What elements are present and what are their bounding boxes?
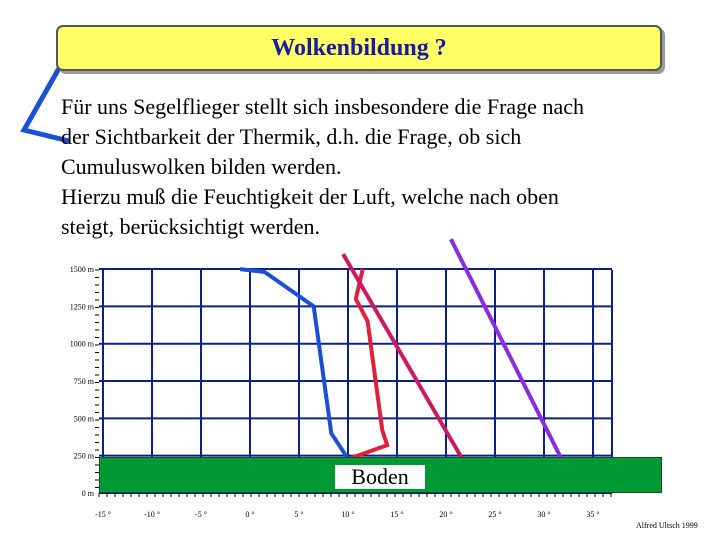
intro-line: Hierzu muß die Feuchtigkeit der Luft, welche nach oben (61, 184, 559, 209)
intro-line: steigt, berücksichtigt werden. (61, 214, 321, 239)
x-tick-label: 35 ° (586, 510, 600, 519)
y-tick-label: 250 m (73, 451, 94, 461)
x-tick-label: 5 ° (294, 510, 304, 519)
x-tick-label: 15 ° (390, 510, 404, 519)
series-line (451, 239, 564, 463)
series-line (343, 254, 466, 465)
x-tick-label: -10 ° (144, 510, 160, 519)
y-tick-label: 500 m (73, 414, 94, 424)
chart-series (240, 239, 563, 467)
y-tick-label: 1250 m (69, 302, 94, 312)
x-axis-labels (95, 510, 600, 519)
ground-label: Boden (335, 465, 425, 489)
series-line (328, 269, 387, 466)
y-tick-label: 1500 m (69, 265, 94, 275)
y-tick-label: 750 m (73, 377, 94, 387)
y-axis-labels (70, 265, 95, 498)
x-tick-label: 10 ° (341, 510, 355, 519)
x-tick-label: 25 ° (488, 510, 502, 519)
intro-text (61, 92, 661, 242)
series-line (240, 269, 348, 468)
x-tick-label: 20 ° (439, 510, 453, 519)
x-tick-label: 30 ° (537, 510, 551, 519)
intro-line: Cumuluswolken bilden werden. (61, 154, 342, 179)
x-tick-label: -15 ° (95, 510, 111, 519)
intro-line: Für uns Segelflieger stellt sich insbesondere die Frage nach (61, 94, 584, 119)
title-banner (56, 25, 662, 71)
author-credit: Alfred Ultsch 1999 (636, 521, 698, 530)
y-tick-label: 0 m (81, 489, 94, 498)
y-tick-label: 1000 m (69, 339, 94, 349)
x-tick-label: 0 ° (245, 510, 255, 519)
slide-title: Wolkenbildung ? (271, 35, 447, 61)
x-tick-label: -5 ° (195, 510, 207, 519)
intro-line: der Sichtbarkeit der Thermik, d.h. die Frage, ob sich (61, 124, 522, 149)
